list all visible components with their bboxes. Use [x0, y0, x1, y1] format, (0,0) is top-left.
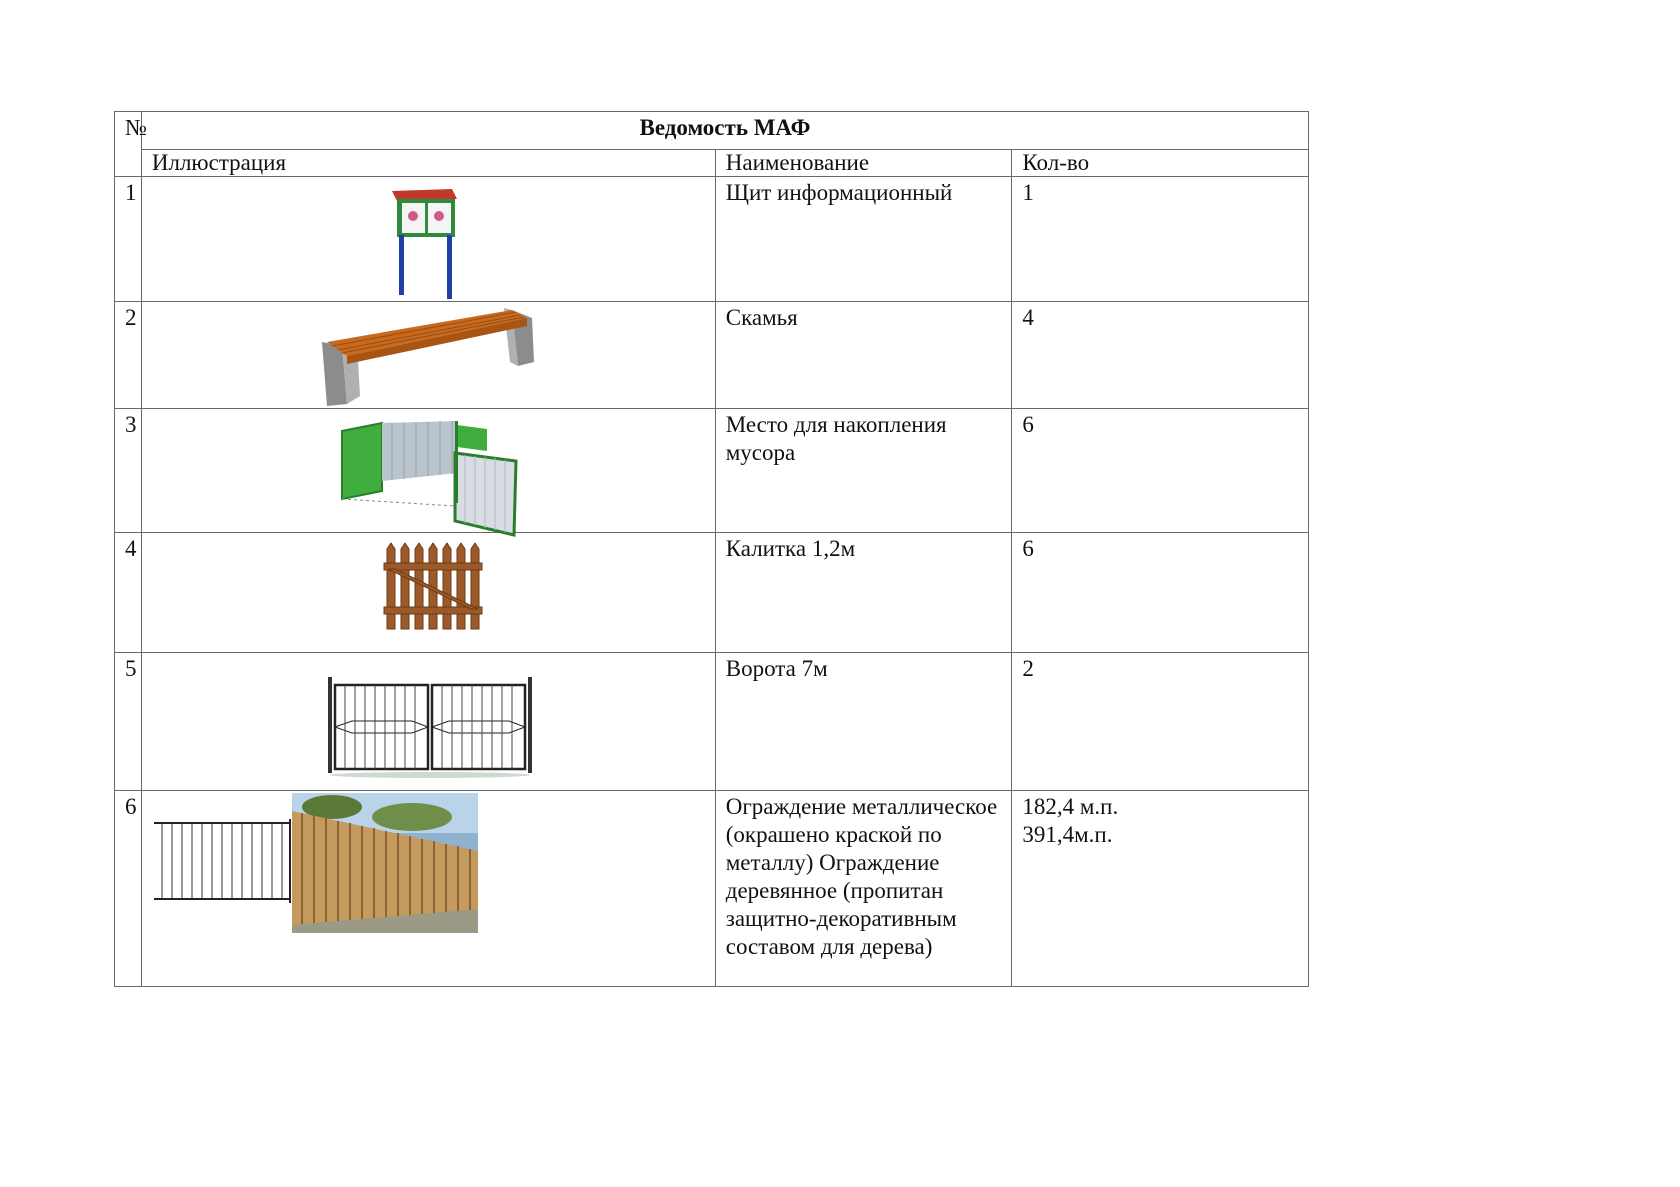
- row-quantity: [1012, 653, 1309, 791]
- illustration-header: Иллюстрация: [141, 150, 715, 177]
- maf-table: [114, 111, 1309, 987]
- row-quantity: [1012, 302, 1309, 409]
- row-name: Скамья: [715, 302, 1012, 409]
- info-board-icon: [152, 179, 686, 301]
- title-row: [115, 112, 1309, 150]
- illustration-cell: [141, 409, 715, 533]
- row-number: 5: [115, 653, 142, 791]
- page-title: Ведомость МАФ: [141, 112, 1308, 150]
- illustration-cell: [141, 653, 715, 791]
- metal-gates-icon: [152, 655, 686, 790]
- row-number: 1: [115, 177, 142, 302]
- row-name: Ограждение металлическое (окрашено краской по металлу) Ограждение деревянное (пропитан защитно-декоративным составом для дерева): [715, 791, 1012, 987]
- row-name: Щит информационный: [715, 177, 1012, 302]
- quantity-value: 182,4 м.п.: [1022, 794, 1119, 819]
- column-header-row: [115, 150, 1309, 177]
- bench-icon: [152, 304, 686, 408]
- row-quantity: [1012, 791, 1309, 987]
- table-row: [115, 177, 1309, 302]
- row-name: Калитка 1,2м: [715, 533, 1012, 653]
- table-row: [115, 409, 1309, 533]
- quantity-value: 4: [1022, 305, 1034, 330]
- wooden-gate-icon: [152, 535, 686, 652]
- row-quantity: [1012, 533, 1309, 653]
- quantity-value: 391,4м.п.: [1022, 822, 1113, 847]
- row-quantity: [1012, 177, 1309, 302]
- quantity-header: Кол-во: [1012, 150, 1309, 177]
- row-number: 4: [115, 533, 142, 653]
- waste-enclosure-icon: [152, 411, 686, 532]
- quantity-value: 2: [1022, 656, 1034, 681]
- number-header: №: [115, 112, 142, 177]
- row-name: Ворота 7м: [715, 653, 1012, 791]
- quantity-value: 6: [1022, 412, 1034, 437]
- illustration-cell: [141, 533, 715, 653]
- row-number: 3: [115, 409, 142, 533]
- table-row: [115, 791, 1309, 987]
- illustration-cell: [141, 791, 715, 987]
- row-number: 6: [115, 791, 142, 987]
- quantity-value: 1: [1022, 180, 1034, 205]
- row-name: Место для накопления мусора: [715, 409, 1012, 533]
- table-row: [115, 533, 1309, 653]
- table-row: [115, 653, 1309, 791]
- quantity-value: 6: [1022, 536, 1034, 561]
- row-quantity: [1012, 409, 1309, 533]
- illustration-cell: [141, 302, 715, 409]
- name-header: Наименование: [715, 150, 1012, 177]
- table-row: [115, 302, 1309, 409]
- wooden-fence-icon: [292, 793, 478, 933]
- illustration-cell: [141, 177, 715, 302]
- row-number: 2: [115, 302, 142, 409]
